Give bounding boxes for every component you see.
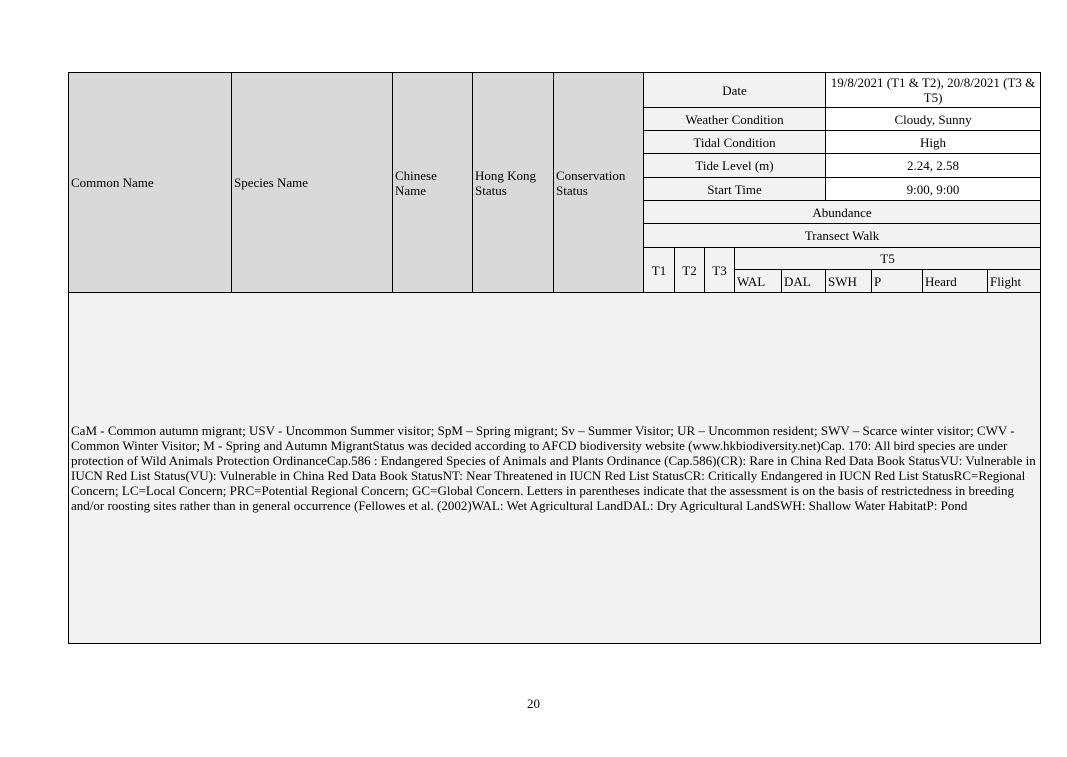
transect-t5: T5 <box>735 248 1041 270</box>
header-chinese-name: Chinese Name <box>393 73 473 293</box>
page-number: 20 <box>527 696 540 711</box>
habitat-swh: SWH <box>826 270 872 293</box>
date-label: Date <box>644 73 826 108</box>
start-time-label: Start Time <box>644 178 826 201</box>
tide-level-label: Tide Level (m) <box>644 154 826 178</box>
transect-t1: T1 <box>644 248 675 293</box>
habitat-p: P <box>872 270 923 293</box>
tidal-condition-label: Tidal Condition <box>644 131 826 154</box>
survey-table <box>68 72 1041 644</box>
transect-walk-header: Transect Walk <box>644 224 1041 248</box>
abundance-header: Abundance <box>644 201 1041 224</box>
header-common-name: Common Name <box>69 73 232 293</box>
header-species-name: Species Name <box>232 73 393 293</box>
habitat-dal: DAL <box>782 270 826 293</box>
header-hk-status: Hong Kong Status <box>473 73 554 293</box>
weather-label: Weather Condition <box>644 108 826 131</box>
start-time-value: 9:00, 9:00 <box>826 178 1041 201</box>
header-conservation-status: Conservation Status <box>554 73 644 293</box>
notes-cell: CaM - Common autumn migrant; USV - Uncommon Summer visitor; SpM – Spring migrant; Sv – Summer Visitor; UR – Uncommon resident; SWV – Scarce winter visitor; CWV - Common Winter Visitor; M - Spring and Autumn MigrantStatus was decided according to AFCD biodiversity website (www.hkbiodiversity.net)Cap. 170: All bird species are under protection of Wild Animals Protection OrdinanceCap.586 : Endangered Species of Animals and Plants Ordinance (Cap.586)(CR): Rare in China Red Data Book StatusVU: Vulnerable in IUCN Red List Status(VU): Vulnerable in China Red Data Book StatusNT: Near Threatened in IUCN Red List StatusCR: Critically Endangered in IUCN Red List StatusRC=Regional Concern; LC=Local Concern; PRC=Potential Regional Concern; GC=Global Concern. Letters in parentheses indicate that the assessment is on the basis of restrictedness in breeding and/or roosting sites rather than in general occurrence (Fellowes et al. (2002)WAL: Wet Agricultural LandDAL: Dry Agricultural LandSWH: Shallow Water HabitatP: Pond <box>69 293 1041 644</box>
tidal-condition-value: High <box>826 131 1041 154</box>
habitat-wal: WAL <box>735 270 782 293</box>
tide-level-value: 2.24, 2.58 <box>826 154 1041 178</box>
habitat-heard: Heard <box>923 270 988 293</box>
date-value: 19/8/2021 (T1 & T2), 20/8/2021 (T3 & T5) <box>826 73 1041 108</box>
weather-value: Cloudy, Sunny <box>826 108 1041 131</box>
habitat-flight: Flight <box>988 270 1041 293</box>
transect-t2: T2 <box>675 248 705 293</box>
transect-t3: T3 <box>705 248 735 293</box>
